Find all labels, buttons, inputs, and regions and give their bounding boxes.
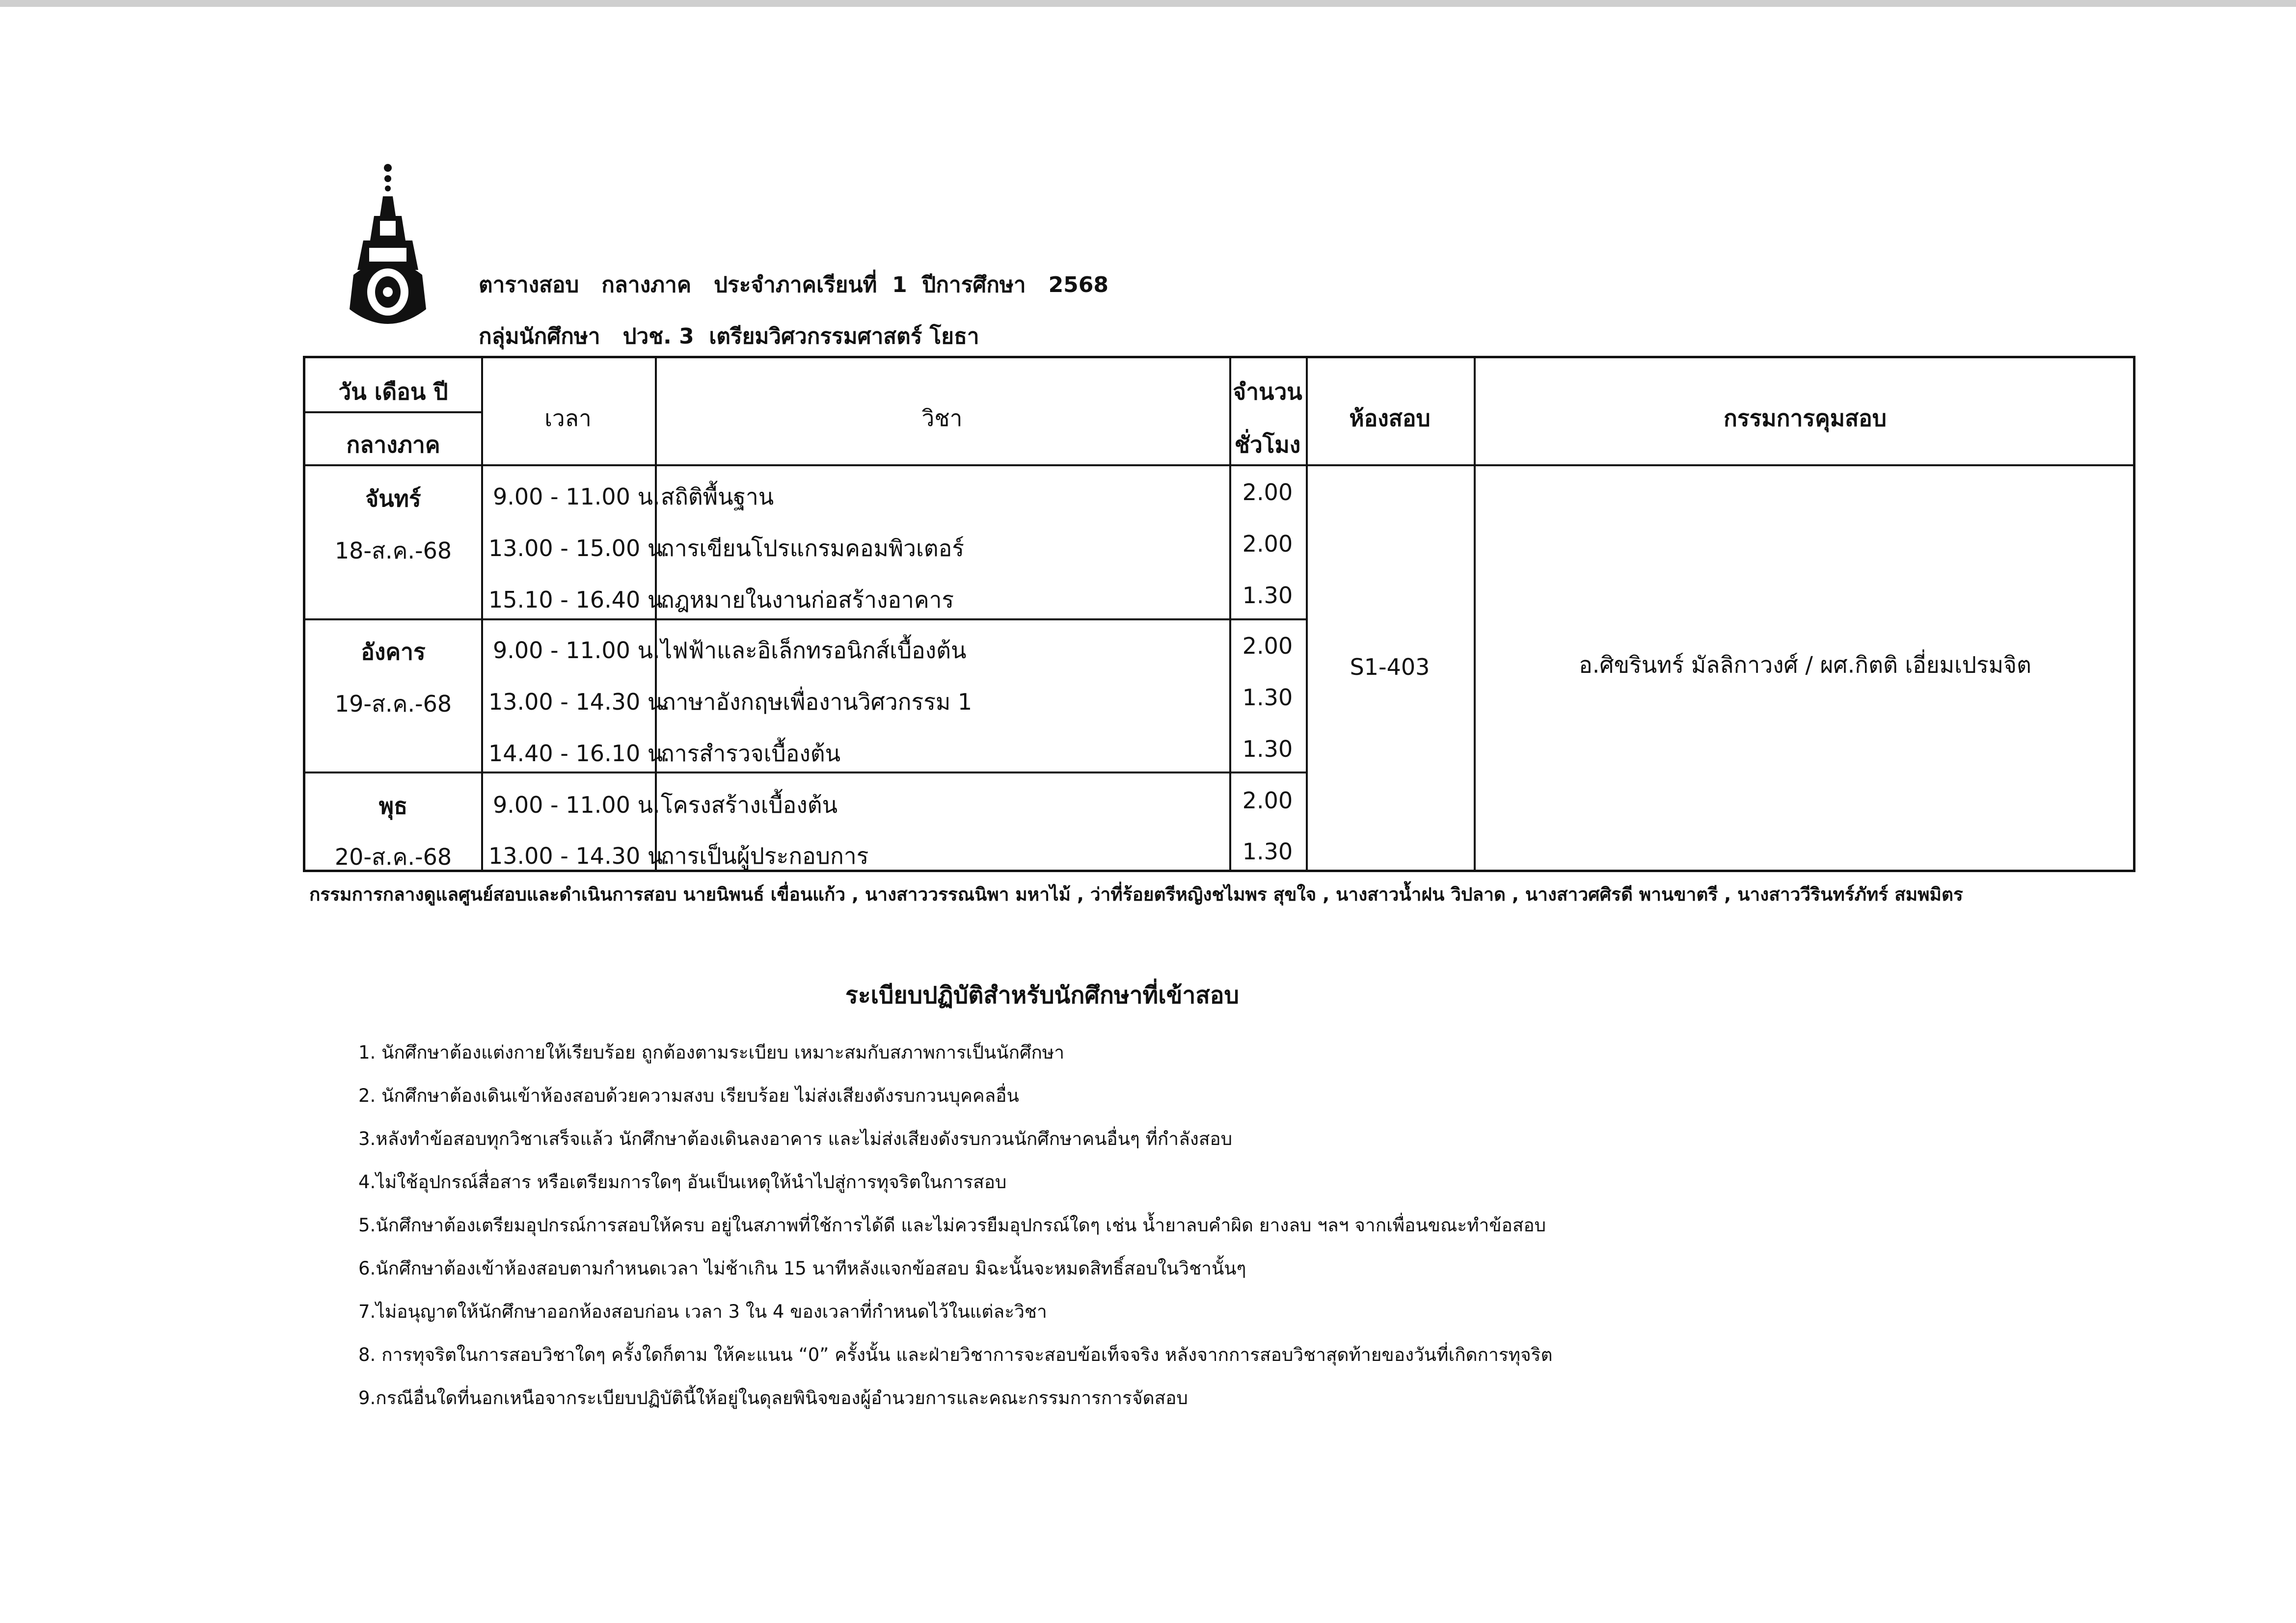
day-date: 20-ส.ค.-68 bbox=[334, 844, 452, 870]
exam-subject: สถิติพื้นฐาน bbox=[661, 483, 774, 510]
exam-time: 9.00 - 11.00 น. bbox=[493, 483, 660, 510]
exam-subject: ภาษาอังกฤษเพื่องานวิศวกรรม 1 bbox=[661, 689, 972, 715]
exam-subject: การเป็นผู้ประกอบการ bbox=[661, 843, 869, 869]
rule-item: 9.กรณีอื่นใดที่นอกเหนือจากระเบียบปฏิบัตินี้ให้อยู่ในดุลยพินิจของผู้อำนวยการและคณะกรรมการการจัดสอบ bbox=[358, 1387, 1188, 1409]
exam-subject: การเขียนโปรแกรมคอมพิวเตอร์ bbox=[661, 535, 964, 561]
exam-subject: โครงสร้างเบื้องต้น bbox=[661, 792, 838, 818]
central-committee-line: กรรมการกลางดูแลศูนย์สอบและดำเนินการสอบ นายนิพนธ์ เขื่อนแก้ว , นางสาววรรณนิพา มหาไม้ , ว่าที่ร้อยตรีหญิงชไมพร สุขใจ , นางสาวน้ำฝน วิปลาด , นางสาวศศิรดี พานขาตรี , นางสาววีรินทร์ภัทร์ สมพมิตร bbox=[309, 884, 1963, 905]
exam-hours: 1.30 bbox=[1242, 684, 1293, 711]
scan-top-edge bbox=[0, 0, 2296, 7]
exam-hours: 1.30 bbox=[1242, 838, 1293, 865]
student-group-subtitle: กลุ่มนักศึกษา ปวช. 3 เตรียมวิศวกรรมศาสตร์ โยธา bbox=[479, 324, 979, 349]
exam-hours: 2.00 bbox=[1242, 633, 1293, 659]
header-hours: จำนวน bbox=[1233, 378, 1302, 405]
university-emblem-icon bbox=[339, 162, 437, 348]
rule-item: 5.นักศึกษาต้องเตรียมอุปกรณ์การสอบให้ครบ อยู่ในสภาพที่ใช้การได้ดี และไม่ควรยืมอุปกรณ์ใดๆ เช่น น้ำยาลบคำผิด ยางลบ ฯลฯ จากเพื่อนขณะทำข้อสอบ bbox=[358, 1215, 1546, 1236]
rule-item: 7.ไม่อนุญาตให้นักศึกษาออกห้องสอบก่อน เวลา 3 ใน 4 ของเวลาที่กำหนดไว้ในแต่ละวิชา bbox=[358, 1301, 1047, 1322]
exam-time: 13.00 - 14.30 น. bbox=[488, 843, 670, 869]
rule-item: 1. นักศึกษาต้องแต่งกายให้เรียบร้อย ถูกต้องตามระเบียบ เหมาะสมกับสภาพการเป็นนักศึกษา bbox=[358, 1042, 1065, 1063]
exam-time: 13.00 - 15.00 น. bbox=[488, 535, 670, 561]
exam-time: 14.40 - 16.10 น. bbox=[488, 740, 670, 767]
exam-schedule-title: ตารางสอบ กลางภาค ประจำภาคเรียนที่ 1 ปีการศึกษา 2568 bbox=[479, 272, 1109, 297]
header-proctor: กรรมการคุมสอบ bbox=[1724, 405, 1887, 431]
exam-hours: 2.00 bbox=[1242, 531, 1293, 557]
day-date: 19-ส.ค.-68 bbox=[334, 691, 452, 717]
rule-item: 6.นักศึกษาต้องเข้าห้องสอบตามกำหนดเวลา ไม่ช้าเกิน 15 นาทีหลังแจกข้อสอบ มิฉะนั้นจะหมดสิทธิ์สอบในวิชานั้นๆ bbox=[358, 1258, 1246, 1279]
header-subject: วิชา bbox=[921, 405, 963, 431]
header-time: เวลา bbox=[544, 405, 592, 431]
exam-subject: กฎหมายในงานก่อสร้างอาคาร bbox=[661, 586, 954, 613]
rule-item: 2. นักศึกษาต้องเดินเข้าห้องสอบด้วยความสงบ เรียบร้อย ไม่ส่งเสียงดังรบกวนบุคคลอื่น bbox=[358, 1085, 1019, 1106]
header-hours-unit: ชั่วโมง bbox=[1234, 431, 1301, 458]
rule-item: 8. การทุจริตในการสอบวิชาใดๆ ครั้งใดก็ตาม ให้คะแนน “0” ครั้งนั้น และฝ่ายวิชาการจะสอบข้อเท็จจริง หลังจากการสอบวิชาสุดท้ายของวันที่เกิดการทุจริต bbox=[358, 1344, 1553, 1365]
exam-schedule-table bbox=[303, 356, 2135, 872]
exam-time: 9.00 - 11.00 น. bbox=[493, 792, 660, 818]
exam-time: 15.10 - 16.40 น. bbox=[488, 586, 670, 613]
exam-time: 13.00 - 14.30 น. bbox=[488, 689, 670, 715]
exam-hours: 2.00 bbox=[1242, 787, 1293, 814]
day-name: พุธ bbox=[378, 793, 408, 819]
rule-item: 3.หลังทำข้อสอบทุกวิชาเสร็จแล้ว นักศึกษาต้องเดินลงอาคาร และไม่ส่งเสียงดังรบกวนนักศึกษาคนอื่นๆ ที่กำลังสอบ bbox=[358, 1128, 1233, 1149]
exam-hours: 2.00 bbox=[1242, 479, 1293, 506]
header-midterm: กลางภาค bbox=[346, 431, 440, 458]
exam-hours: 1.30 bbox=[1242, 582, 1293, 609]
exam-subject: การสำรวจเบื้องต้น bbox=[661, 740, 841, 767]
exam-hours: 1.30 bbox=[1242, 736, 1293, 762]
exam-time: 9.00 - 11.00 น. bbox=[493, 637, 660, 664]
exam-room: S1-403 bbox=[1350, 654, 1430, 680]
rules-heading: ระเบียบปฏิบัติสำหรับนักศึกษาที่เข้าสอบ bbox=[845, 982, 1239, 1009]
exam-proctors: อ.ศิขรินทร์ มัลลิกาวงศ์ / ผศ.กิตติ เอี่ยมเปรมจิต bbox=[1579, 651, 2031, 678]
header-room: ห้องสอบ bbox=[1349, 405, 1431, 431]
exam-subject: ไฟฟ้าและอิเล็กทรอนิกส์เบื้องต้น bbox=[661, 637, 967, 664]
header-date: วัน เดือน ปี bbox=[338, 378, 448, 405]
rule-item: 4.ไม่ใช้อุปกรณ์สื่อสาร หรือเตรียมการใดๆ อันเป็นเหตุให้นำไปสู่การทุจริตในการสอบ bbox=[358, 1171, 1007, 1193]
day-date: 18-ส.ค.-68 bbox=[334, 537, 452, 564]
day-name: อังคาร bbox=[361, 639, 426, 665]
day-name: จันทร์ bbox=[365, 485, 421, 512]
